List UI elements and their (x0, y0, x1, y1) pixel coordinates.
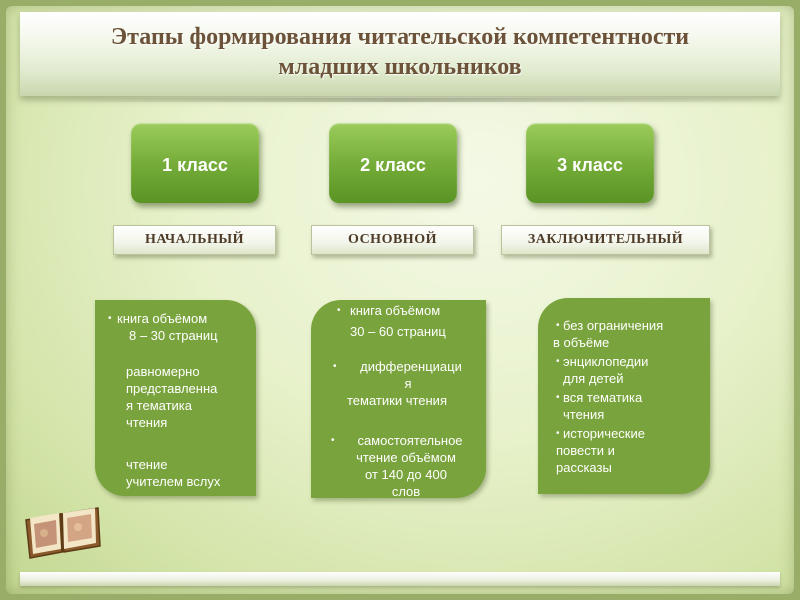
list-item-line: без ограничения (563, 318, 664, 333)
list-item-line: самостоятельное (357, 433, 463, 448)
list-item (108, 310, 218, 344)
list-item-line: рассказы (556, 460, 612, 475)
list-item-line: 30 – 60 страниц (350, 324, 446, 339)
slide-title-line-1: Этапы формирования читательской компетентности (110, 24, 690, 50)
list-item (556, 425, 645, 476)
content-box-initial (95, 300, 256, 496)
stage-label-final: ЗАКЛЮЧИТЕЛЬНЫЙ (501, 225, 710, 255)
list-item (126, 363, 217, 431)
list-item-line: книга объёмом (117, 311, 208, 326)
list-item (556, 353, 648, 387)
list-item-line: для детей (563, 371, 624, 386)
list-item-line: учителем вслух (126, 474, 221, 489)
list-item-line: я тематика (126, 398, 192, 413)
list-item-line: исторические (563, 426, 645, 441)
grade-2-button[interactable]: 2 класс (329, 123, 457, 203)
content-box-main (311, 300, 486, 498)
grade-3-button[interactable]: 3 класс (526, 123, 654, 203)
list-item-line: от 140 до 400 (365, 467, 447, 482)
bullet-icon: • (556, 356, 560, 367)
bullet-icon: • (333, 361, 337, 372)
bullet-icon: • (337, 305, 341, 316)
list-item-line: книга объёмом (350, 303, 441, 318)
list-item (126, 456, 220, 490)
list-item-line: дифференциаци (360, 359, 462, 374)
list-item-line: в объёме (553, 335, 610, 350)
bottom-band (20, 572, 780, 586)
content-box-final (538, 298, 710, 494)
stage-label-initial: НАЧАЛЬНЫЙ (113, 225, 276, 255)
list-item (333, 358, 483, 409)
open-book-icon (22, 500, 104, 562)
list-item-line: я (404, 376, 412, 391)
bullet-icon: • (556, 428, 560, 439)
slide-title (40, 22, 760, 82)
bullet-icon: • (108, 313, 112, 324)
list-item-line: 8 – 30 страниц (129, 328, 218, 343)
list-item-line: тематики чтения (347, 393, 447, 408)
list-item-line: слов (391, 484, 421, 499)
stage-label-main: ОСНОВНОЙ (311, 225, 474, 255)
list-item-line: вся тематика (563, 390, 643, 405)
list-item-line: равномерно (126, 364, 200, 379)
list-item (337, 302, 446, 340)
grade-1-button[interactable]: 1 класс (131, 123, 259, 203)
slide-title-line-2: младших школьников (278, 54, 522, 80)
list-item-line: чтения (563, 407, 605, 422)
list-item (331, 432, 481, 500)
list-item (556, 389, 642, 423)
list-item-line: чтение (126, 457, 168, 472)
bullet-icon: • (556, 392, 560, 403)
list-item-line: чтения (126, 415, 168, 430)
list-item-line: чтение объёмом (356, 450, 456, 465)
bullet-icon: • (331, 435, 335, 446)
list-item (553, 317, 664, 351)
list-item-line: энциклопедии (563, 354, 649, 369)
list-item-line: представленна (126, 381, 218, 396)
bullet-icon: • (556, 320, 560, 331)
list-item-line: повести и (556, 443, 615, 458)
